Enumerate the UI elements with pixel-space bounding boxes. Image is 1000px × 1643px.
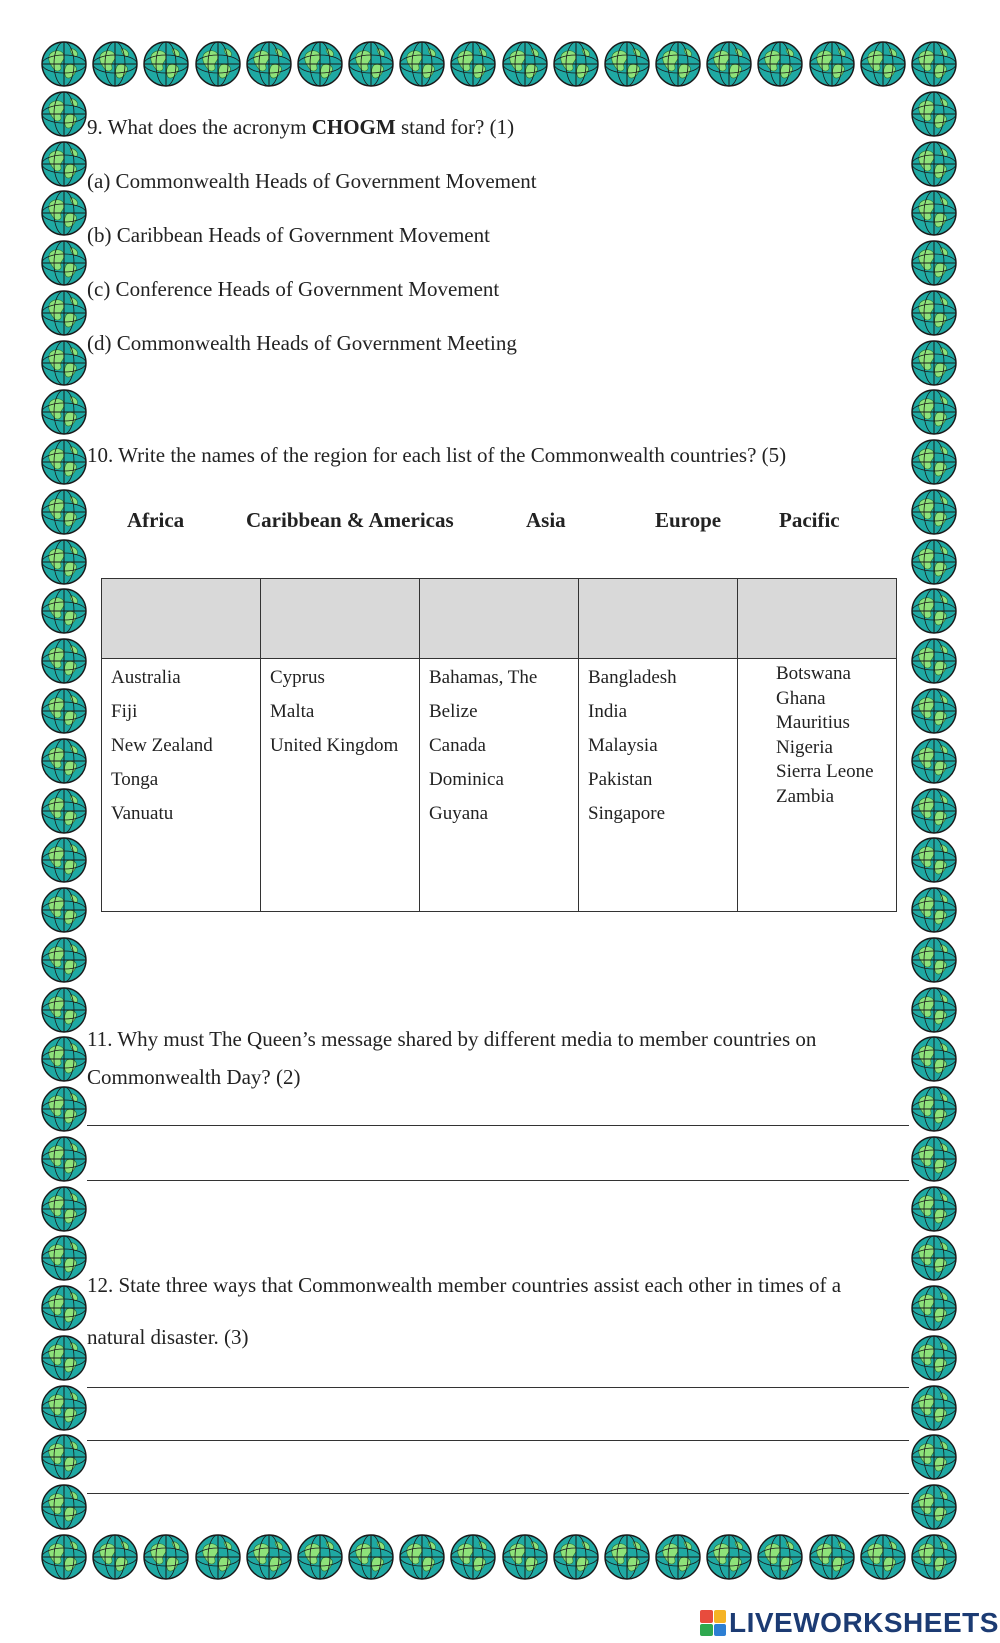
globe-icon — [910, 438, 958, 486]
globe-icon — [859, 40, 907, 88]
globe-icon — [910, 936, 958, 984]
globe-icon — [552, 1533, 600, 1581]
question-10: 10. Write the names of the region for each list of the Commonwealth countries? (5) — [87, 443, 787, 467]
answer-line-q12-2[interactable] — [87, 1440, 909, 1441]
question-9-suffix: stand for? (1) — [395, 115, 515, 139]
globe-icon — [654, 1533, 702, 1581]
country-item: Malta — [270, 701, 315, 722]
globe-icon — [40, 1483, 88, 1531]
globe-icon — [910, 289, 958, 337]
globe-icon — [501, 1533, 549, 1581]
country-list-3 — [420, 659, 578, 831]
globe-icon — [245, 1533, 293, 1581]
country-item: Zambia — [776, 785, 835, 807]
question-11-line-1: 11. Why must The Queen’s message shared by different media to member countries on — [87, 1027, 817, 1051]
globe-icon — [910, 1334, 958, 1382]
globe-icon — [910, 587, 958, 635]
country-list-2 — [261, 659, 419, 763]
question-9 — [87, 114, 514, 140]
globe-icon — [705, 1533, 753, 1581]
country-item: Nigeria — [776, 736, 833, 758]
country-item: Mauritius — [776, 712, 850, 734]
country-item: Pakistan — [588, 769, 653, 790]
globe-icon — [910, 189, 958, 237]
country-item: Australia — [111, 667, 181, 688]
country-list-1 — [102, 659, 260, 831]
globe-icon — [40, 1433, 88, 1481]
globe-icon — [40, 438, 88, 486]
globe-icon — [40, 1085, 88, 1133]
globe-icon — [910, 1035, 958, 1083]
globe-icon — [910, 488, 958, 536]
globe-icon — [40, 587, 88, 635]
globe-icon — [910, 239, 958, 287]
globe-icon — [654, 40, 702, 88]
globe-icon — [910, 1135, 958, 1183]
country-item: Botswana — [776, 663, 851, 684]
globe-icon — [756, 40, 804, 88]
country-item: New Zealand — [111, 735, 213, 756]
globe-icon — [756, 1533, 804, 1581]
question-11-line-2: Commonwealth Day? (2) — [87, 1065, 301, 1089]
country-item: Sierra Leone — [776, 761, 874, 783]
answer-line-q11-2[interactable] — [87, 1180, 909, 1181]
globe-icon — [40, 936, 88, 984]
globe-icon — [40, 886, 88, 934]
globe-icon — [398, 40, 446, 88]
logo-square — [700, 1624, 713, 1637]
region-label-pacific[interactable]: Pacific — [779, 508, 840, 532]
globe-icon — [40, 737, 88, 785]
globe-icon — [910, 339, 958, 387]
globe-icon — [398, 1533, 446, 1581]
globe-icon — [910, 787, 958, 835]
globe-icon — [808, 1533, 856, 1581]
globe-icon — [142, 40, 190, 88]
logo-mark-icon — [700, 1610, 726, 1636]
globe-icon — [40, 388, 88, 436]
globe-icon — [40, 239, 88, 287]
globe-icon — [910, 538, 958, 586]
globe-icon — [910, 40, 958, 88]
country-item: United Kingdom — [270, 735, 399, 756]
logo-square — [714, 1624, 727, 1637]
globe-icon — [910, 886, 958, 934]
country-item: Fiji — [111, 701, 138, 722]
globe-icon — [40, 189, 88, 237]
country-list-4 — [579, 659, 737, 831]
globe-icon — [40, 1334, 88, 1382]
globe-icon — [910, 1433, 958, 1481]
country-item: Bahamas, The — [429, 667, 538, 688]
globe-icon — [910, 1284, 958, 1332]
country-item: India — [588, 701, 628, 722]
globe-icon — [347, 1533, 395, 1581]
region-label-asia[interactable]: Asia — [526, 508, 566, 532]
option-c[interactable]: (c) Conference Heads of Government Movement — [87, 277, 500, 301]
globe-icon — [347, 40, 395, 88]
globe-icon — [910, 687, 958, 735]
globe-icon — [910, 140, 958, 188]
globe-icon — [910, 1533, 958, 1581]
option-a[interactable]: (a) Commonwealth Heads of Government Movement — [87, 169, 537, 193]
globe-icon — [449, 1533, 497, 1581]
liveworksheets-logo — [700, 1608, 999, 1638]
option-d[interactable]: (d) Commonwealth Heads of Government Meeting — [87, 331, 517, 355]
globe-icon — [296, 40, 344, 88]
country-item: Singapore — [588, 803, 666, 824]
globe-icon — [40, 339, 88, 387]
globe-icon — [40, 140, 88, 188]
country-item: Cyprus — [270, 667, 325, 688]
globe-icon — [40, 986, 88, 1034]
globe-icon — [296, 1533, 344, 1581]
country-item: Tonga — [111, 769, 159, 790]
logo-square — [714, 1610, 727, 1623]
country-item: Guyana — [429, 803, 489, 824]
country-row — [102, 659, 897, 912]
logo-square — [700, 1610, 713, 1623]
logo-text: LIVEWORKSHEETS — [729, 1607, 999, 1638]
answer-drop-zone-1[interactable] — [102, 579, 261, 659]
globe-icon — [449, 40, 497, 88]
globe-icon — [40, 687, 88, 735]
globe-icon — [40, 538, 88, 586]
globe-icon — [552, 40, 600, 88]
globe-icon — [910, 1185, 958, 1233]
globe-icon — [808, 40, 856, 88]
globe-icon — [910, 986, 958, 1034]
question-12-line-2: natural disaster. (3) — [87, 1325, 249, 1349]
globe-icon — [910, 1085, 958, 1133]
region-label-africa[interactable]: Africa — [127, 508, 185, 532]
globe-icon — [910, 388, 958, 436]
question-9-prefix: 9. What does the acronym — [87, 115, 312, 139]
globe-icon — [40, 90, 88, 138]
country-item: Bangladesh — [588, 667, 677, 688]
globe-icon — [603, 1533, 651, 1581]
globe-icon — [40, 1234, 88, 1282]
answer-row — [102, 579, 897, 659]
question-12-line-1: 12. State three ways that Commonwealth member countries assist each other in times of a — [87, 1273, 842, 1297]
globe-icon — [910, 1234, 958, 1282]
globe-icon — [705, 40, 753, 88]
region-table — [101, 578, 897, 912]
globe-icon — [40, 1035, 88, 1083]
country-item: Vanuatu — [111, 803, 174, 824]
globe-icon — [91, 1533, 139, 1581]
globe-icon — [910, 90, 958, 138]
globe-icon — [194, 40, 242, 88]
globe-icon — [40, 488, 88, 536]
globe-icon — [501, 40, 549, 88]
globe-icon — [859, 1533, 907, 1581]
globe-icon — [40, 40, 88, 88]
answer-drop-zone-2[interactable] — [261, 579, 420, 659]
globe-icon — [910, 1483, 958, 1531]
country-item: Malaysia — [588, 735, 658, 756]
country-item: Canada — [429, 735, 486, 756]
country-list-5 — [738, 659, 896, 810]
globe-icon — [40, 1185, 88, 1233]
globe-icon — [910, 1384, 958, 1432]
answer-line-q12-3[interactable] — [87, 1493, 909, 1494]
globe-icon — [40, 1533, 88, 1581]
answer-drop-zone-4[interactable] — [579, 579, 738, 659]
globe-icon — [40, 1135, 88, 1183]
option-b[interactable]: (b) Caribbean Heads of Government Movement — [87, 223, 490, 247]
answer-drop-zone-3[interactable] — [420, 579, 579, 659]
question-9-acronym: CHOGM — [311, 115, 396, 139]
globe-icon — [91, 40, 139, 88]
globe-icon — [40, 1284, 88, 1332]
country-item: Dominica — [429, 769, 504, 790]
globe-icon — [194, 1533, 242, 1581]
answer-line-q12-1[interactable] — [87, 1387, 909, 1388]
globe-icon — [40, 637, 88, 685]
country-item: Ghana — [776, 687, 826, 709]
globe-icon — [910, 737, 958, 785]
globe-icon — [603, 40, 651, 88]
globe-icon — [40, 1384, 88, 1432]
answer-line-q11-1[interactable] — [87, 1125, 909, 1126]
globe-icon — [142, 1533, 190, 1581]
answer-drop-zone-5[interactable] — [738, 579, 897, 659]
globe-icon — [245, 40, 293, 88]
globe-icon — [910, 836, 958, 884]
region-label-caribbean-americas[interactable]: Caribbean & Americas — [246, 508, 454, 532]
globe-icon — [40, 787, 88, 835]
globe-icon — [910, 637, 958, 685]
globe-icon — [40, 836, 88, 884]
globe-icon — [40, 289, 88, 337]
country-item: Belize — [429, 701, 478, 722]
region-label-europe[interactable]: Europe — [655, 508, 722, 532]
